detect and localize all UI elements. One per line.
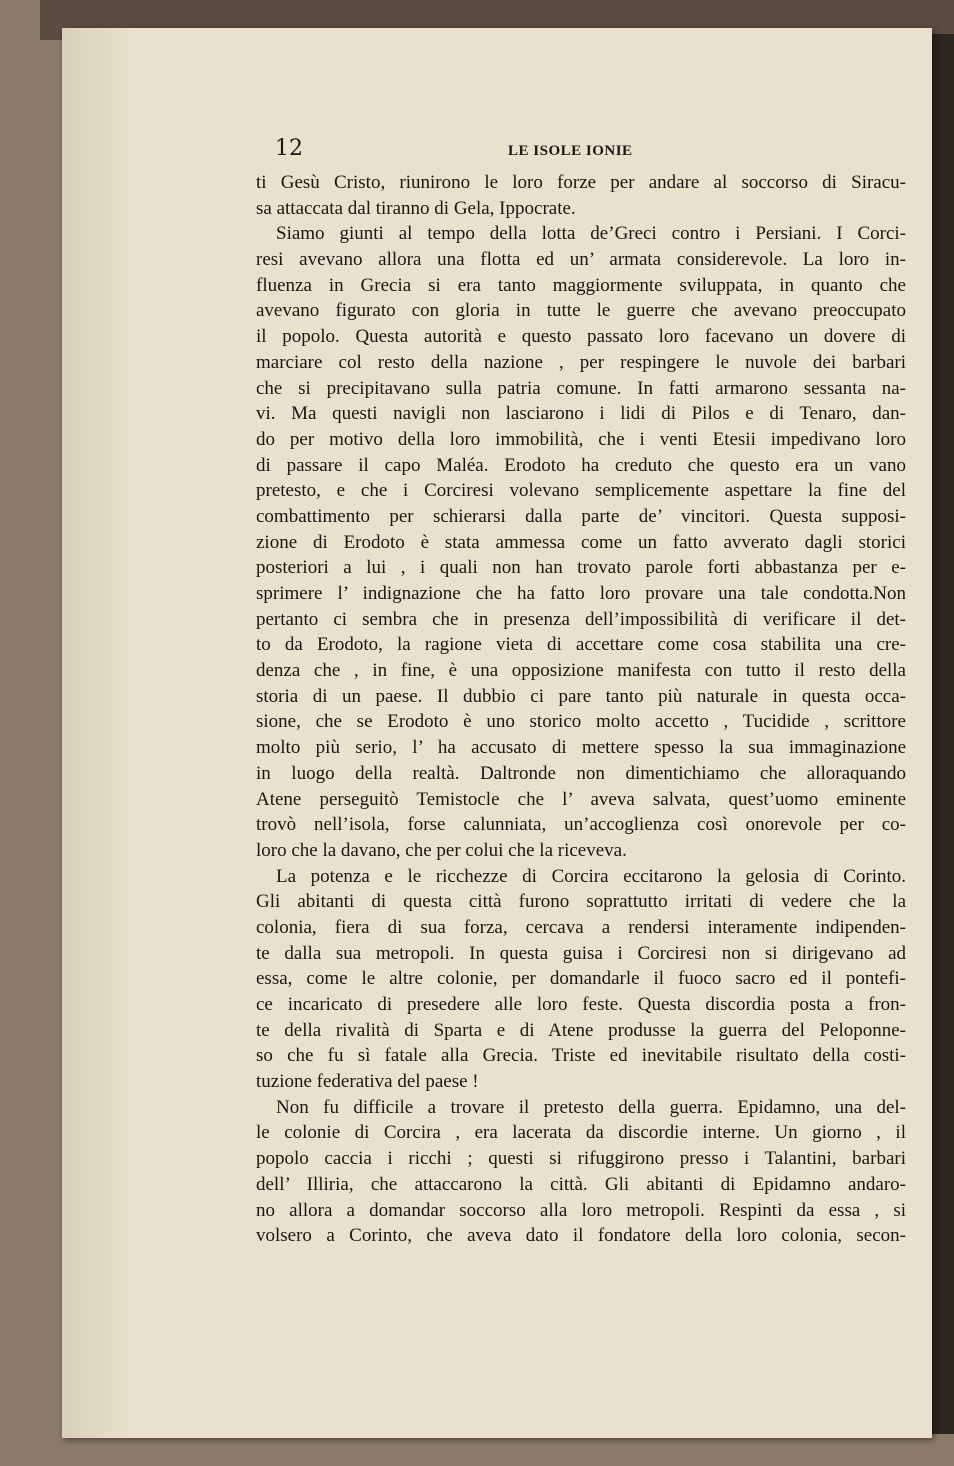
text-line: vi. Ma questi navigli non lasciarono i lidi di Pilos e di Tenaro, dan-: [256, 403, 906, 425]
text-line: sprimere l’ indignazione che ha fatto loro provare una tale condotta.Non: [256, 583, 906, 604]
text-line: Non fu difficile a trovare il pretesto della guerra. Epidamno, una del-: [276, 1096, 906, 1118]
text-line: so che fu sì fatale alla Grecia. Triste ed inevitabile risultato della costi-: [256, 1045, 906, 1067]
text-line: posteriori a lui , i quali non han trovato parole forti abbastanza per e-: [256, 557, 906, 579]
text-line: di passare il capo Maléa. Erodoto ha creduto che questo era un vano: [256, 454, 906, 476]
text-line: pretesto, e che i Corciresi volevano semplicemente aspettare la fine del: [256, 480, 906, 502]
text-line: Atene perseguitò Temistocle che l’ aveva salvata, quest’uomo eminente: [256, 788, 906, 810]
text-line: resi avevano allora una flotta ed un’ armata considerevole. La loro in-: [256, 249, 906, 271]
text-line: tuzione federativa del paese !: [256, 1071, 479, 1093]
page-gutter: [62, 28, 132, 1438]
text-line: in luogo della realtà. Daltronde non dimentichiamo che alloraquando: [256, 762, 906, 784]
text-line: combattimento per schierarsi dalla parte de’ vincitori. Questa supposi-: [256, 505, 906, 527]
text-line: loro che la davano, che per colui che la riceveva.: [256, 839, 627, 861]
text-line: Gli abitanti di questa città furono soprattutto irritati di vedere che la: [256, 891, 906, 913]
text-line: marciare col resto della nazione , per respingere le nuvole dei barbari: [256, 351, 906, 373]
text-line: molto più serio, l’ ha accusato di mettere spesso la sua immaginazione: [256, 737, 906, 759]
text-line: ce incaricato di presedere alle loro feste. Questa discordia posta a fron-: [256, 994, 906, 1015]
page-number: 12: [275, 136, 303, 161]
text-line: popolo caccia i ricchi ; questi si rifuggirono presso i Talantini, barbari: [256, 1148, 906, 1170]
text-line: che si precipitavano sulla patria comune. In fatti armarono sessanta na-: [256, 377, 906, 399]
text-line: il popolo. Questa autorità e questo passato loro facevano un dovere di: [256, 326, 906, 348]
text-line: ti Gesù Cristo, riunirono le loro forze per andare al soccorso di Siracu-: [256, 172, 906, 193]
text-line: Siamo giunti al tempo della lotta de’Greci contro i Persiani. I Corci-: [276, 223, 906, 245]
text-line: denza che , in fine, è una opposizione manifesta con tutto il resto della: [256, 660, 906, 682]
text-line: le colonie di Corcira , era lacerata da discordie interne. Un giorno , il: [256, 1122, 906, 1144]
text-line: fluenza in Grecia si era tanto maggiormente sviluppata, in quanto che: [256, 274, 906, 296]
text-line: volsero a Corinto, che aveva dato il fondatore della loro colonia, secon-: [256, 1225, 906, 1247]
text-line: sione, che se Erodoto è uno storico molto accetto , Tucidide , scrittore: [256, 711, 906, 733]
page-header: [275, 136, 905, 164]
text-line: to da Erodoto, la ragione vieta di accettare come cosa stabilita una cre-: [256, 634, 906, 656]
text-line: avevano figurato con gloria in tutte le guerre che avevano preoccupato: [256, 300, 906, 322]
text-line: te dalla sua metropoli. In questa guisa i Corciresi non si dirigevano ad: [256, 942, 906, 964]
text-line: trovò nell’isola, forse calunniata, un’accoglienza così onorevole per co-: [256, 814, 906, 836]
text-line: essa, come le altre colonie, per domandarle il fuoco sacro ed il pontefi-: [256, 968, 906, 990]
text-line: colonia, fiera di sua forza, cercava a rendersi interamente indipenden-: [256, 916, 906, 938]
text-line: dell’ Illiria, che attaccarono la città. Gli abitanti di Epidamno andaro-: [256, 1173, 906, 1195]
text-line: do per motivo della loro immobilità, che i venti Etesii impedivano loro: [256, 428, 906, 450]
text-line: no allora a domandar soccorso alla loro metropoli. Respinti da essa , si: [256, 1199, 906, 1221]
text-line: La potenza e le ricchezze di Corcira eccitarono la gelosia di Corinto.: [276, 865, 906, 887]
running-title: LE ISOLE IONIE: [508, 143, 633, 159]
text-line: sa attaccata dal tiranno di Gela, Ippocrate.: [256, 197, 576, 219]
body-text: [256, 170, 906, 1249]
text-line: zione di Erodoto è stata ammessa come un fatto avverato dagli storici: [256, 531, 906, 553]
text-line: storia di un paese. Il dubbio ci pare tanto più naturale in questa occa-: [256, 685, 906, 707]
text-line: pertanto ci sembra che in presenza dell’impossibilità di verificare il det-: [256, 608, 906, 630]
text-line: te della rivalità di Sparta e di Atene produsse la guerra del Peloponne-: [256, 1019, 906, 1041]
